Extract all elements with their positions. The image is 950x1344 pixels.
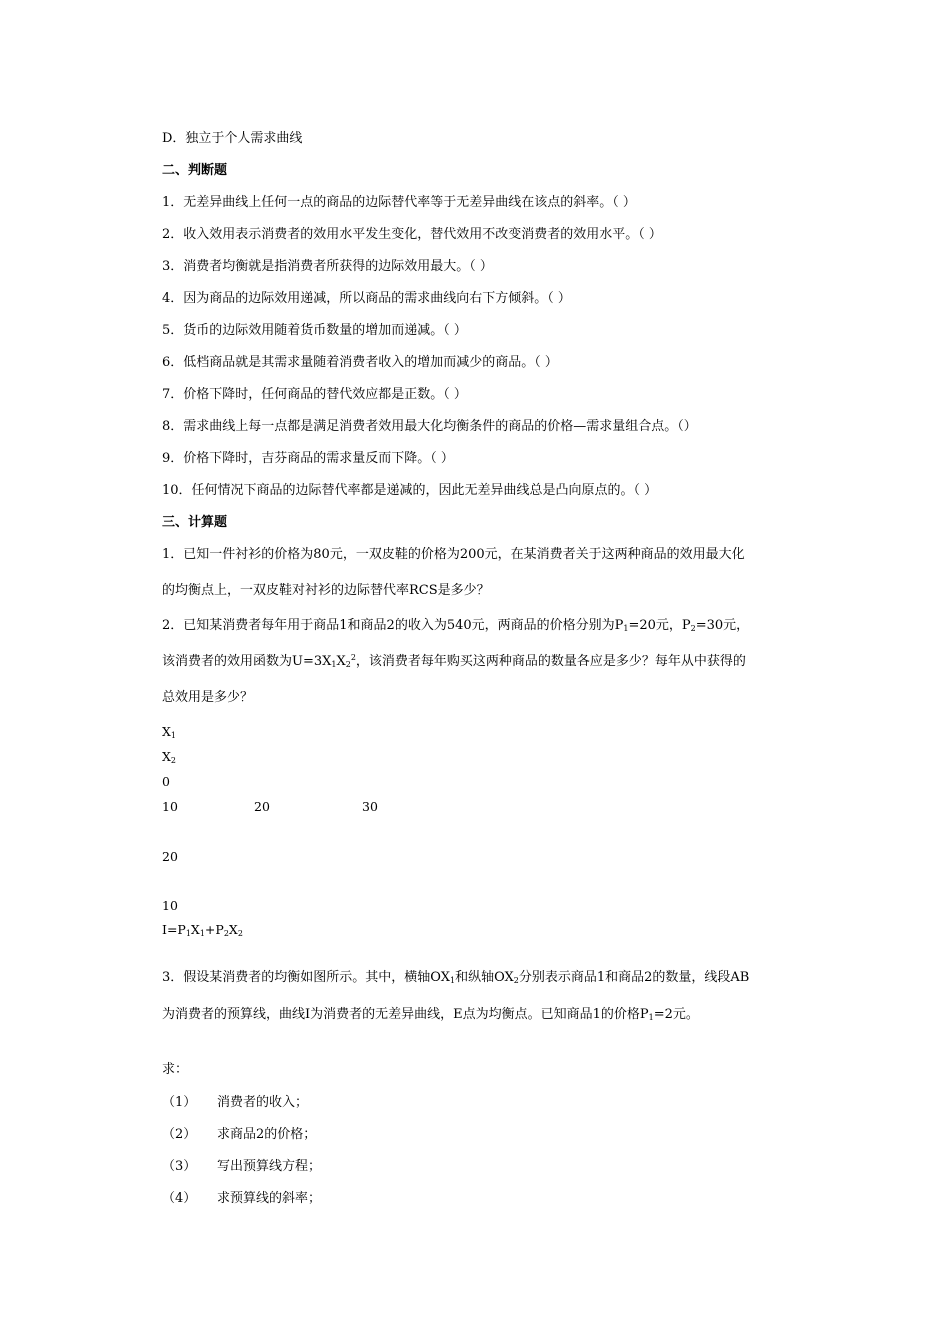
graph-tick-label: 30 [362, 799, 378, 814]
calc-ask-label: 求： [162, 1062, 189, 1077]
calc-q2-line3: 总效用是多少？ [162, 690, 254, 705]
graph-tick-label: 10 [162, 799, 178, 814]
graph-tick-label: 20 [162, 849, 178, 864]
calc-q1-line2: 的均衡点上，一双皮鞋对衬衫的边际替代率RCS是多少？ [162, 583, 490, 598]
judge-item-10: 10．任何情况下商品的边际替代率都是递减的，因此无差异曲线总是凸向原点的。（ ） [162, 483, 658, 498]
graph-budget-equation: $I=P_1X_1+P_2X_2$ [162, 922, 243, 938]
judge-item-1: 1．无差异曲线上任何一点的商品的边际替代率等于无差异曲线在该点的斜率。（ ） [162, 195, 636, 210]
calc-q3-line1: 3．假设某消费者的均衡如图所示。其中，横轴$OX_1$和纵轴$OX_2$分别表示商品1和商品2的数量，线段AB [162, 970, 750, 985]
judge-item-3: 3．消费者均衡就是指消费者所获得的边际效用最大。（ ） [162, 259, 493, 274]
option-d: D．独立于个人需求曲线 [162, 131, 303, 146]
judge-item-8: 8．需求曲线上每一点都是满足消费者效用最大化均衡条件的商品的价格—需求量组合点。（） [162, 419, 697, 434]
judge-item-7: 7．价格下降时，任何商品的替代效应都是正数。（ ） [162, 387, 467, 402]
judge-item-2: 2．收入效用表示消费者的效用水平发生变化，替代效用不改变消费者的效用水平。（ ） [162, 227, 662, 242]
graph-tick-label: 20 [254, 799, 270, 814]
calc-q1-line1: 1．已知一件衬衫的价格为80元，一双皮鞋的价格为200元，在某消费者关于这两种商品的效用最大化 [162, 547, 745, 562]
judge-item-4: 4．因为商品的边际效用递减，所以商品的需求曲线向右下方倾斜。（ ） [162, 291, 571, 306]
judge-item-5: 5．货币的边际效用随着货币数量的增加而递减。（ ） [162, 323, 467, 338]
calc-sub-item-1: （1） 消费者的收入； [162, 1095, 309, 1110]
graph-x-axis-label: $X_1$ [162, 724, 176, 740]
judge-item-6: 6．低档商品就是其需求量随着消费者收入的增加而减少的商品。（ ） [162, 355, 558, 370]
judge-item-9: 9．价格下降时，吉芬商品的需求量反而下降。（ ） [162, 451, 454, 466]
graph-y-axis-label: $X_2$ [162, 749, 176, 765]
graph-tick-label: 10 [162, 898, 178, 913]
calc-q2-line2: 该消费者的效用函数为$U=3X_1X_2^2$，该消费者每年购买这两种商品的数量各应是多少？每年从中获得的 [162, 653, 746, 669]
judge-heading: 二、判断题 [162, 163, 228, 178]
calc-heading: 三、计算题 [162, 515, 228, 530]
graph-origin-label: 0 [162, 774, 170, 789]
calc-sub-item-2: （2） 求商品2的价格； [162, 1127, 317, 1142]
calc-sub-item-3: （3） 写出预算线方程； [162, 1159, 322, 1174]
calc-sub-item-4: （4） 求预算线的斜率； [162, 1191, 322, 1206]
calc-q2-line1: 2．已知某消费者每年用于商品1和商品2的收入为540元，两商品的价格分别为$P_1=20$元，$P_2=30$元， [162, 618, 750, 633]
calc-q3-line2: 为消费者的预算线，曲线I为消费者的无差异曲线，E点为均衡点。已知商品1的价格$P_1=2$元。 [162, 1007, 699, 1022]
